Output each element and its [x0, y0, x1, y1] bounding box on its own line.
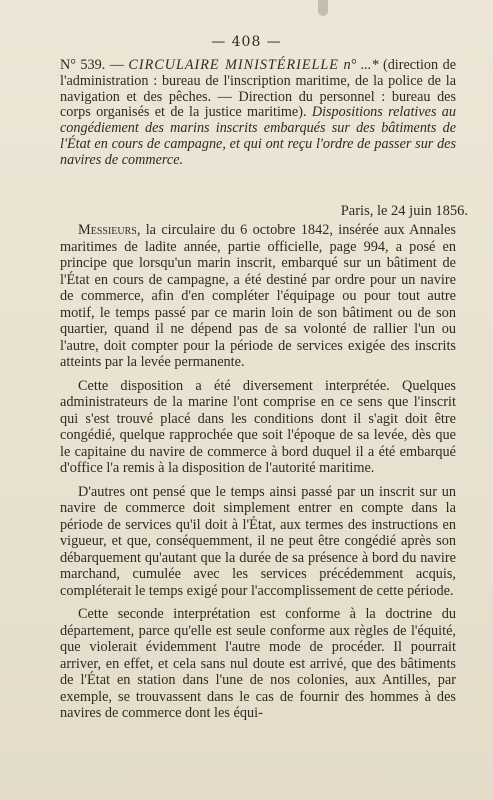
dateline: Paris, le 24 juin 1856.: [340, 203, 468, 219]
circular-header: [60, 58, 456, 169]
paragraph-1: [60, 222, 456, 371]
circular-subject: Dispositions relatives au congédiement des marins inscrits embarqués sur des bâtiments de l'État en cours de campagne, et qui ont reçu l'ordre de passer sur des navires de commerce.: [60, 104, 456, 168]
paragraph-2: Cette disposition a été diversement interprétée. Quelques administrateurs de la marine l'ont comprise en ce sens que l'inscrit qui s'est trouvé placé dans les conditions dont il s'agit doit être congédié, quelque rapprochée que soit l'époque de sa levée, dès que le capitaine du navire de commerce à bord duquel il a été embarqué d'office l'a remis à la disposition de l'autorité maritime.: [60, 377, 456, 476]
paragraph-3: D'autres ont pensé que le temps ainsi passé par un inscrit sur un navire de commerce doit simplement entrer en compte dans la période de services qu'il doit à l'État, aux termes des instructions en vigueur, et que, conséquemment, il ne peut être congédié après son débarquement qu'autant que la durée de sa présence à bord du navire marchand, cumulée avec les services précédemment acquis, compléterait le temps exigé pour l'accomplissement de cette période.: [60, 483, 456, 599]
header-dash: —: [105, 57, 129, 73]
circular-title: CIRCULAIRE MINISTÉRIELLE: [128, 57, 339, 73]
circular-body: [60, 222, 456, 729]
paragraph-4: Cette seconde interprétation est conforme à la doctrine du département, parce qu'elle est seule conforme aux règles de l'équité, que violerait évidemment l'autre mode de procéder. Il pourrait arriver, en effet, et cela sans nul doute est arrivé, que des bâtiments de l'État en station dans l'une de nos colonies, aux Antilles, par exemple, se trouvassent dans le cas de fournir des hommes à des navires de commerce dont les équi-: [60, 606, 456, 721]
circular-number: N° 539.: [60, 57, 106, 73]
paragraph-1-text: , la circulaire du 6 octobre 1842, insérée aux Annales maritimes de ladite année, partie officielle, page 994, a posé en principe que lorsqu'un marin inscrit, embarqué sur un bâtiment de l'État en cours de campagne, a été destiné par ordre pour un navire de commerce, afin d'en compléter l'équipage ou pour tout autre motif, le temps passé par ce marin loin de son bâtiment ou de son quartier, quand il ne dépend pas de sa volonté de rallier l'un ou l'autre, doit compter pour la période de services exigée des inscrits atteints par la levée permanente.: [60, 222, 456, 370]
page-number: — 408 —: [211, 34, 282, 50]
circular-title-suffix: n° ...*: [338, 57, 383, 73]
salutation: Messieurs: [78, 222, 137, 238]
circular-addressees: (direction de l'administration : bureau de l'inscription maritime, de la police de la navigation et des pêches. — Direction du personnel : bureau des corps organisés et de la justice maritime).: [60, 57, 457, 121]
ink-mark: [318, 0, 328, 16]
